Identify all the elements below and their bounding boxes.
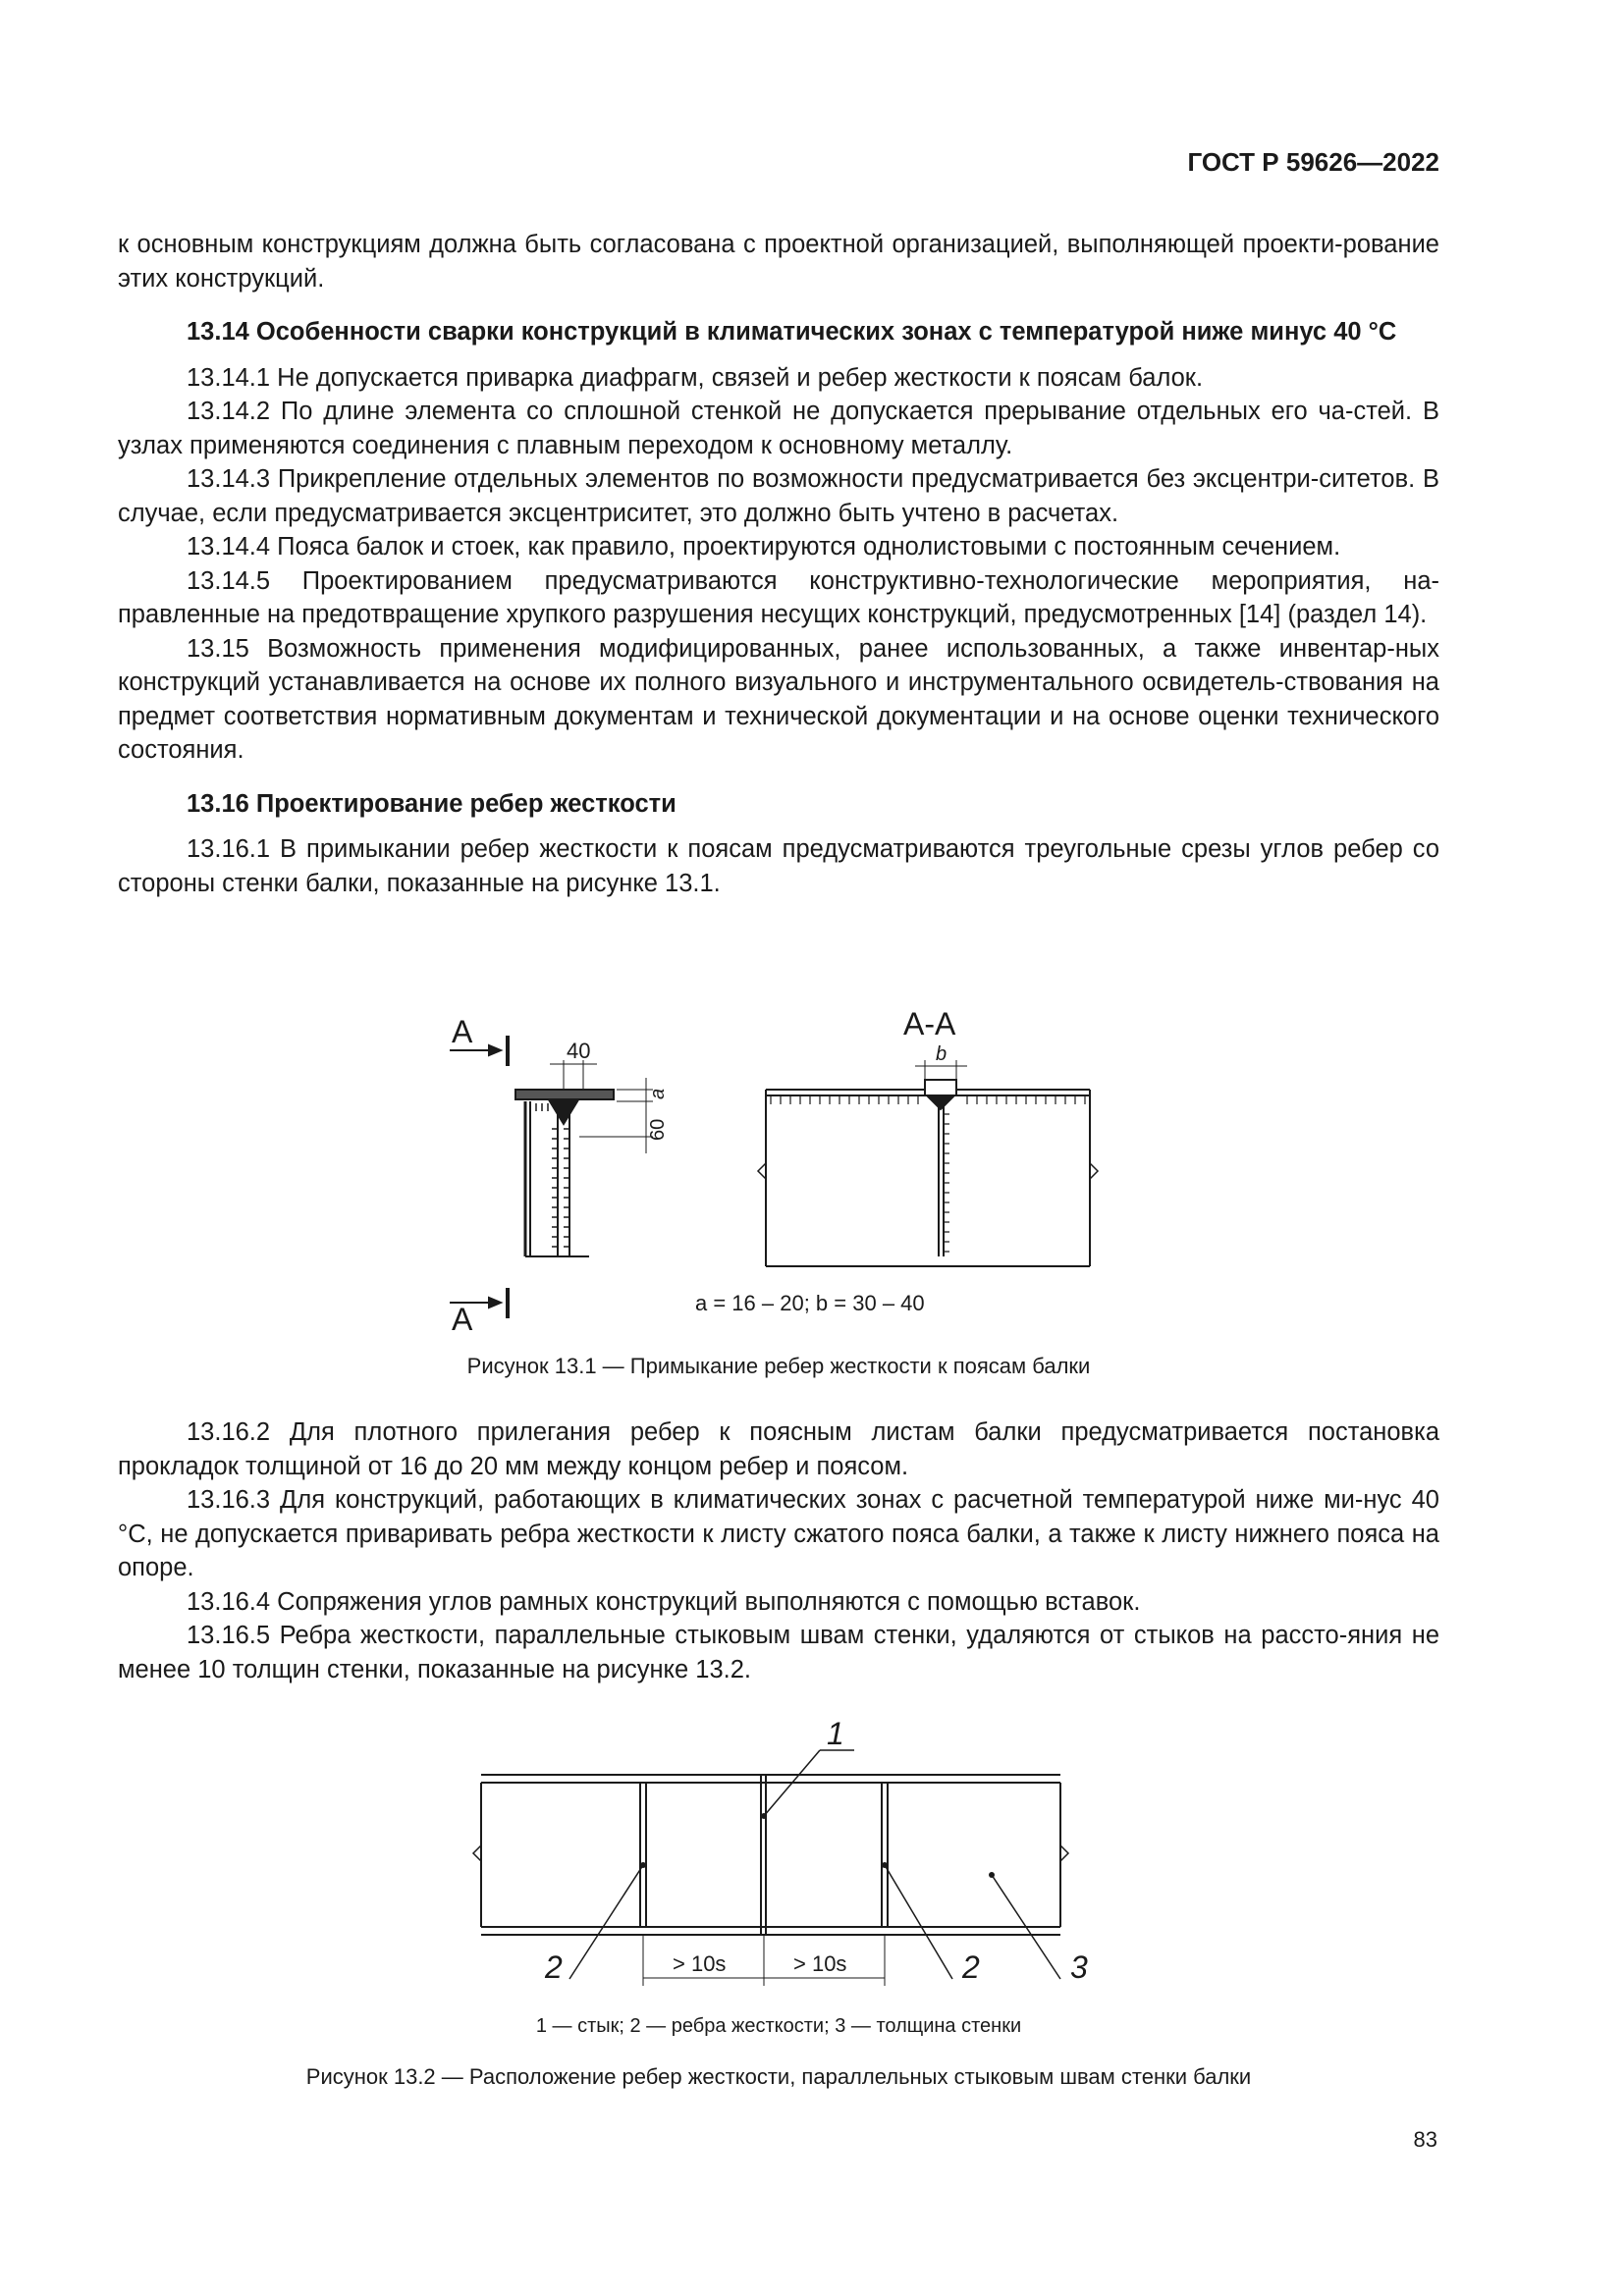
paragraph-13-14-1: 13.14.1 Не допускается приварка диафрагм, связей и ребер жесткости к поясам балок.: [187, 363, 1204, 392]
section-mark-bottom: А: [452, 1302, 473, 1337]
web-point: [989, 1872, 995, 1878]
label-3: 3: [1070, 1949, 1088, 1985]
text-block-1: [118, 228, 1439, 900]
figure-13-2-caption: Рисунок 13.2 — Расположение ребер жесткости, параллельных стыковым швам стенки балки: [305, 2064, 1252, 2089]
section-arrowhead-bottom: [489, 1298, 501, 1308]
section-aa-title: А-А: [903, 1006, 956, 1041]
label-1: 1: [827, 1716, 844, 1751]
figure-13-2-drawing: [461, 1706, 1129, 2001]
dim-left-label: > 10s: [673, 1951, 727, 1976]
label-2-left: 2: [545, 1949, 563, 1985]
dim-40-label: 40: [567, 1039, 591, 1063]
joint-point: [761, 1813, 767, 1819]
figure-13-2-legend: 1 — стык; 2 — ребра жесткости; 3 — толщина стенки: [535, 2015, 1022, 2037]
paragraph-13-16-2: 13.16.2 Для плотного прилегания ребер к поясным листам балки предусматривается постановка прокладок толщиной от 16 до 20 мм между концом ребер и поясом.: [118, 1418, 1439, 1480]
section-arrowhead-top: [489, 1045, 501, 1055]
dim-b-label: b: [936, 1043, 947, 1065]
figure-13-1-drawing: [432, 991, 1139, 1345]
text-block-2: [118, 1415, 1439, 1686]
document-header: ГОСТ Р 59626—2022: [1187, 147, 1439, 177]
paragraph-13-16-1: 13.16.1 В примыкании ребер жесткости к поясам предусматриваются треугольные срезы углов ребер со стороны стенки балки, показанные на рисунке 13.1.: [118, 835, 1439, 897]
paragraph-continuation: к основным конструкциям должна быть согласована с проектной организацией, выполняющей проекти-рование этих конструкций.: [118, 231, 1439, 293]
paragraph-13-15: 13.15 Возможность применения модифицированных, ранее использованных, а также инвентар-ных конструкций устанавливается на основе их полного визуального и инструментального освидетель-ствования на предмет соответствия нормативным документам и технической документации и на основе оценки технического состояния.: [118, 634, 1439, 764]
paragraph-13-16-3: 13.16.3 Для конструкций, работающих в климатических зонах с расчетной температурой ниже ми-нус 40 °С, не допускается приваривать ребра жесткости к листу сжатого пояса балки, а также к листу нижнего пояса на опоре.: [118, 1486, 1439, 1581]
paragraph-13-16-4: 13.16.4 Сопряжения углов рамных конструкций выполняются с помощью вставок.: [187, 1587, 1141, 1616]
paragraph-13-14-5: 13.14.5 Проектированием предусматриваются конструктивно-технологические мероприятия, на-правленные на предотвращение хрупкого разрушения несущих конструкций, предусмотренных [14] (раздел 14).: [118, 566, 1439, 628]
dim-right-label: > 10s: [793, 1951, 847, 1976]
paragraph-13-14-4: 13.14.4 Пояса балок и стоек, как правило, проектируются однолистовыми с постоянным сечением.: [187, 533, 1341, 561]
section-heading-13-16: 13.16 Проектирование ребер жесткости: [187, 789, 677, 818]
page-number: 83: [1413, 2127, 1437, 2152]
rib-right-point: [882, 1862, 888, 1868]
section-mark-top: А: [452, 1014, 473, 1049]
paragraph-13-14-2: 13.14.2 По длине элемента со сплошной стенкой не допускается прерывание отдельных его ча-стей. В узлах применяются соединения с плавным переходом к основному металлу.: [118, 398, 1439, 459]
paragraph-13-14-3: 13.14.3 Прикрепление отдельных элементов по возможности предусматривается без эксцентри-ситетов. В случае, если предусматривается эксцентриситет, это должно быть учтено в расчетах.: [118, 465, 1439, 527]
label-2-right: 2: [962, 1949, 980, 1985]
dimension-formula: a = 16 – 20; b = 30 – 40: [695, 1291, 925, 1315]
rib-left-point: [640, 1862, 646, 1868]
section-rib-pad: [925, 1080, 956, 1095]
figure-13-1-caption: Рисунок 13.1 — Примыкание ребер жесткости к поясам балки: [466, 1354, 1091, 1378]
corner-cut-triangle: [550, 1101, 577, 1124]
paragraph-13-16-5: 13.16.5 Ребра жесткости, параллельные стыковым швам стенки, удаляются от стыков на рассто-яния не менее 10 толщин стенки, показанные на рисунке 13.2.: [118, 1622, 1439, 1683]
section-heading-13-14: 13.14 Особенности сварки конструкций в климатических зонах с температурой ниже минус 40 °С: [187, 318, 1397, 346]
top-flange: [515, 1090, 614, 1099]
dim-a-label: a: [647, 1088, 669, 1099]
dim-60-label: 60: [647, 1118, 669, 1141]
